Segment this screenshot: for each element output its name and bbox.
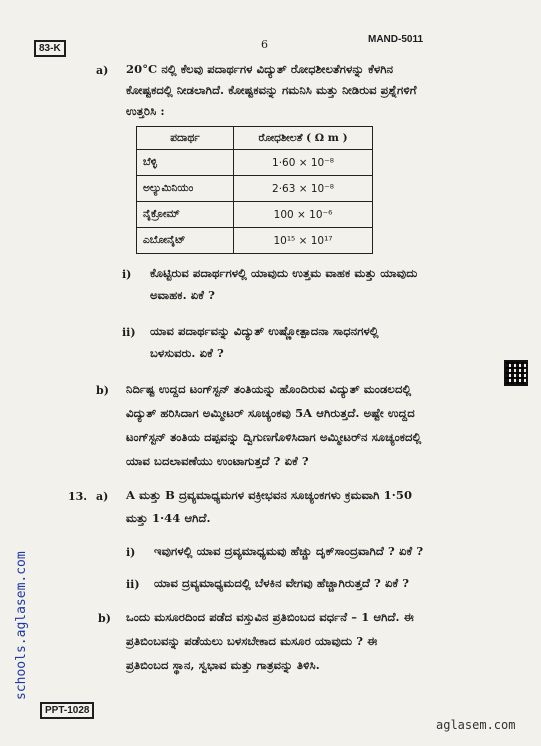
q13a-line2: ಮತ್ತು 1·44 ಆಗಿದೆ. — [126, 511, 211, 525]
q12b-label: b) — [96, 384, 109, 397]
table-header: ರೋಧಶೀಲತೆ ( Ω m ) — [234, 127, 373, 150]
header-left-code: 83-K — [34, 40, 66, 57]
q13a-i-label: i) — [126, 546, 136, 559]
header-right-code: MAND-5011 — [368, 34, 424, 45]
q12a-ii-label: ii) — [122, 326, 136, 339]
table-cell: 10¹⁵ × 10¹⁷ — [234, 228, 373, 254]
brand-text: aglasem.com — [436, 718, 516, 732]
table-header: ಪದಾರ್ಥ — [137, 127, 234, 150]
q13b-label: b) — [98, 612, 111, 625]
table-cell: ಅಲ್ಯುಮಿನಿಯಂ — [137, 176, 234, 202]
q13a-ii-text: ಯಾವ ದ್ರವ್ಯಮಾಧ್ಯಮದಲ್ಲಿ ಬೆಳಕಿನ ವೇಗವು ಹೆಚ್ಚಾಗಿರುತ್ತದೆ ? ಏಕೆ ? — [154, 576, 410, 590]
table-cell: ಬೆಳ್ಳಿ — [137, 150, 234, 176]
table-row — [137, 202, 373, 228]
watermark-text: schools.aglasem.com — [14, 551, 29, 700]
q13b-line3: ಪ್ರತಿಬಿಂಬದ ಸ್ಥಾನ, ಸ್ವಭಾವ ಮತ್ತು ಗಾತ್ರವನ್ನು ತಿಳಿಸಿ. — [126, 658, 320, 672]
footer-code: PPT-1028 — [40, 702, 94, 719]
resistivity-table — [136, 126, 373, 254]
q12b-line3: ಟಂಗ್‌ಸ್ಟನ್ ತಂತಿಯ ದಪ್ಪವನ್ನು ದ್ವಿಗುಣಗೊಳಿಸಿದಾಗ ಅಮ್ಮೀಟರ್‌ನ ಸೂಚ್ಯಂಕದಲ್ಲಿ — [126, 430, 422, 444]
q13a-label: a) — [96, 490, 109, 503]
q12a-line3: ಉತ್ತರಿಸಿ : — [126, 104, 165, 118]
q12b-line4: ಯಾವ ಬದಲಾವಣೆಯು ಉಂಟಾಗುತ್ತದೆ ? ಏಕೆ ? — [126, 454, 309, 468]
q12b-line2: ವಿದ್ಯುತ್ ಹರಿಸಿದಾಗ ಅಮ್ಮೀಟರ್ ಸೂಚ್ಯಂಕವು 5A ಆಗಿರುತ್ತದೆ. ಅಷ್ಟೇ ಉದ್ದದ — [126, 406, 415, 420]
q12a-ii-line1: ಯಾವ ಪದಾರ್ಥವನ್ನು ವಿದ್ಯುತ್ ಉಷ್ಣೋತ್ಪಾದನಾ ಸಾಧನಗಳಲ್ಲಿ — [150, 324, 379, 338]
qr-code-icon — [504, 360, 528, 386]
q12a-i-label: i) — [122, 268, 132, 281]
table-cell: ನೈಕ್ರೋಮ್ — [137, 202, 234, 228]
table-row — [137, 176, 373, 202]
q12a-i-line1: ಕೊಟ್ಟಿರುವ ಪದಾರ್ಥಗಳಲ್ಲಿ ಯಾವುದು ಉತ್ತಮ ವಾಹಕ ಮತ್ತು ಯಾವುದು — [150, 266, 418, 280]
table-row — [137, 150, 373, 176]
q13b-line2: ಪ್ರತಿಬಿಂಬವನ್ನು ಪಡೆಯಲು ಬಳಸಬೇಕಾದ ಮಸೂರ ಯಾವುದು ? ಈ — [126, 634, 378, 648]
q12a-label: a) — [96, 64, 109, 77]
q13-number: 13. — [68, 490, 88, 503]
q13a-ii-label: ii) — [126, 578, 140, 591]
q12a-i-line2: ಅವಾಹಕ. ಏಕೆ ? — [150, 288, 215, 302]
q12a-ii-line2: ಬಳಸುವರು. ಏಕೆ ? — [150, 346, 224, 360]
table-cell: 2·63 × 10⁻⁸ — [234, 176, 373, 202]
table-header-row — [137, 127, 373, 150]
q12a-line1: 20°C ನಲ್ಲಿ ಕೆಲವು ಪದಾರ್ಥಗಳ ವಿದ್ಯುತ್ ರೋಧಶೀಲತೆಗಳನ್ನು ಕೆಳಗಿನ — [126, 62, 394, 76]
table-cell: ಎಬೋನೈಟ್ — [137, 228, 234, 254]
q12a-line2: ಕೋಷ್ಟಕದಲ್ಲಿ ನೀಡಲಾಗಿದೆ. ಕೋಷ್ಟಕವನ್ನು ಗಮನಿಸಿ ಮತ್ತು ನೀಡಿರುವ ಪ್ರಶ್ನೆಗಳಿಗೆ — [126, 83, 417, 97]
q13a-line1: A ಮತ್ತು B ದ್ರವ್ಯಮಾಧ್ಯಮಗಳ ವಕ್ರೀಭವನ ಸೂಚ್ಯಂಕಗಳು ಕ್ರಮವಾಗಿ 1·50 — [126, 488, 413, 502]
page-number: 6 — [261, 38, 268, 51]
q13a-i-text: ಇವುಗಳಲ್ಲಿ ಯಾವ ದ್ರವ್ಯಮಾಧ್ಯಮವು ಹೆಚ್ಚು ದೃಕ್‌ಸಾಂದ್ರವಾಗಿದೆ ? ಏಕೆ ? — [154, 544, 424, 558]
table-cell: 1·60 × 10⁻⁸ — [234, 150, 373, 176]
table-row — [137, 228, 373, 254]
q13b-line1: ಒಂದು ಮಸೂರದಿಂದ ಪಡೆದ ವಸ್ತುವಿನ ಪ್ರತಿಬಿಂಬದ ವರ್ಧನೆ – 1 ಆಗಿದೆ. ಈ — [126, 610, 414, 624]
table-cell: 100 × 10⁻⁶ — [234, 202, 373, 228]
q12b-line1: ನಿರ್ದಿಷ್ಟ ಉದ್ದದ ಟಂಗ್‌ಸ್ಟನ್ ತಂತಿಯನ್ನು ಹೊಂದಿರುವ ವಿದ್ಯುತ್ ಮಂಡಲದಲ್ಲಿ — [126, 382, 412, 396]
